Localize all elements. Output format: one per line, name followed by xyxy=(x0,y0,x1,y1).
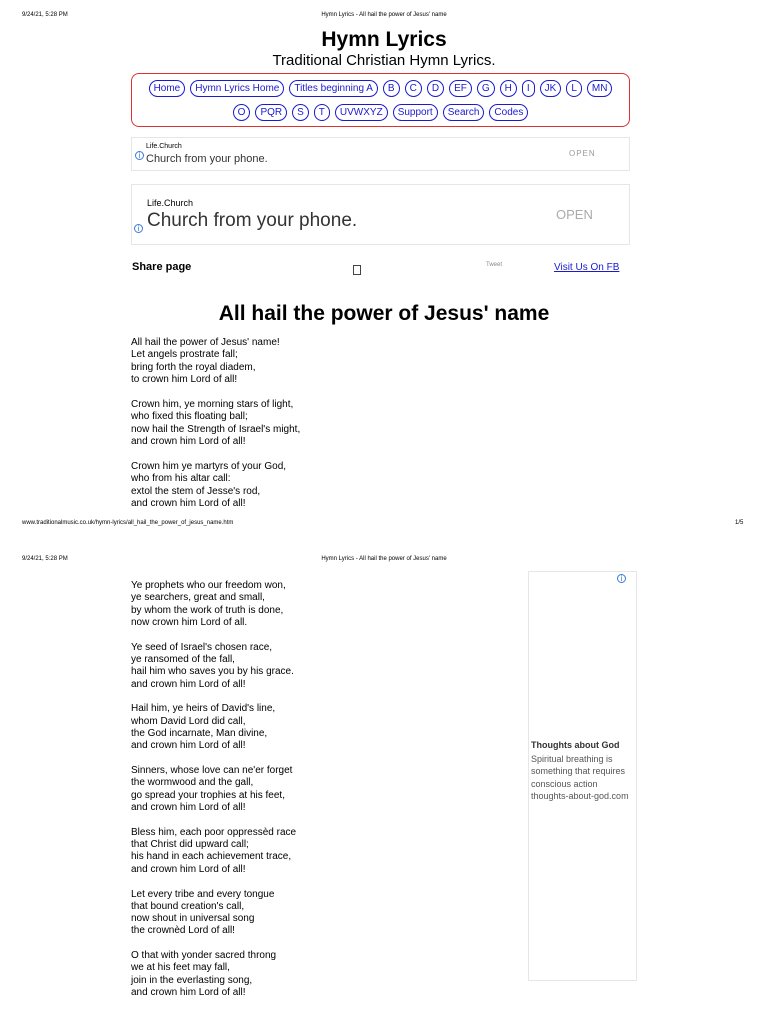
lyric-line: and crown him Lord of all! xyxy=(131,801,246,813)
lyric-line: Ye prophets who our freedom won, xyxy=(131,580,286,591)
lyric-line: Crown him ye martyrs of your God, xyxy=(131,461,287,472)
nav-link[interactable]: Support xyxy=(393,104,438,121)
nav-link[interactable]: H xyxy=(500,80,517,97)
lyric-line: we at his feet may fall, xyxy=(131,962,230,974)
nav-row-2 xyxy=(132,104,629,121)
nav-link[interactable]: PQR xyxy=(255,104,287,121)
tweet-button[interactable]: Tweet xyxy=(486,262,503,268)
ad-open-button[interactable]: OPEN xyxy=(569,149,596,158)
lyric-line: All hail the power of Jesus' name! xyxy=(131,337,280,348)
ad-banner-small[interactable] xyxy=(131,137,630,171)
print-doc-title: Hymn Lyrics - All hail the power of Jesus' name xyxy=(321,12,447,18)
lyric-line: Let every tribe and every tongue xyxy=(131,888,275,900)
lyric-line: Sinners, whose love can ne'er forget xyxy=(131,765,293,777)
nav-link[interactable]: O xyxy=(233,104,251,121)
print-timestamp: 9/24/21, 5:28 PM xyxy=(22,12,68,18)
lyric-line: extol the stem of Jesse's rod, xyxy=(131,485,261,497)
nav-link[interactable]: G xyxy=(477,80,495,97)
nav-bar xyxy=(131,73,630,127)
stanza xyxy=(131,950,276,999)
lyric-line: and crown him Lord of all! xyxy=(131,678,246,690)
nav-link[interactable]: Hymn Lyrics Home xyxy=(190,80,284,97)
stanza xyxy=(131,337,280,386)
lyric-line: join in the everlasting song, xyxy=(131,974,253,986)
lyric-line: who from his altar call: xyxy=(131,473,231,485)
nav-row-1 xyxy=(132,80,629,97)
visit-fb-link[interactable]: Visit Us On FB xyxy=(554,262,620,273)
ad-open-button[interactable]: OPEN xyxy=(556,207,593,222)
lyric-line: that bound creation's call, xyxy=(131,900,245,912)
side-ad-heading[interactable]: Thoughts about God xyxy=(531,740,620,750)
lyric-line: his hand in each achievement trace, xyxy=(131,851,292,863)
print-doc-title: Hymn Lyrics - All hail the power of Jesus' name xyxy=(321,556,447,562)
lyric-line: Hail him, ye heirs of David's line, xyxy=(131,703,276,715)
stanza xyxy=(131,580,286,629)
lyric-line: the crownèd Lord of all! xyxy=(131,925,235,937)
nav-link[interactable]: JK xyxy=(540,80,562,97)
side-ad-body[interactable]: Spiritual breathing is something that requires conscious action thoughts-about-god.com xyxy=(531,754,629,801)
ad-info-icon[interactable]: i xyxy=(617,574,626,583)
nav-link[interactable]: D xyxy=(427,80,444,97)
lyric-line: and crown him Lord of all! xyxy=(131,740,246,752)
nav-link[interactable]: S xyxy=(292,104,309,121)
site-title: Hymn Lyrics xyxy=(321,28,447,51)
lyric-line: Crown him, ye morning stars of light, xyxy=(131,399,294,410)
lyric-line: to crown him Lord of all! xyxy=(131,373,238,385)
lyric-line: now shout in universal song xyxy=(131,913,255,925)
lyric-line: go spread your trophies at his feet, xyxy=(131,789,285,801)
lyric-line: that Christ did upward call; xyxy=(131,839,249,851)
lyric-line: by whom the work of truth is done, xyxy=(131,604,284,616)
lyric-line: the wormwood and the gall, xyxy=(131,777,254,789)
nav-link[interactable]: EF xyxy=(449,80,472,97)
lyric-line: and crown him Lord of all! xyxy=(131,987,246,999)
lyric-line: and crown him Lord of all! xyxy=(131,435,246,447)
print-icon[interactable] xyxy=(353,265,361,275)
lyric-line: and crown him Lord of all! xyxy=(131,497,246,509)
nav-link[interactable]: B xyxy=(383,80,400,97)
stanza xyxy=(131,461,286,510)
lyric-line: O that with yonder sacred throng xyxy=(131,950,277,962)
stanza xyxy=(131,703,275,752)
ad-brand: Life.Church xyxy=(146,143,182,150)
nav-link[interactable]: Home xyxy=(149,80,186,97)
ad-info-icon[interactable]: i xyxy=(135,151,144,160)
stanza xyxy=(131,642,294,691)
ad-text[interactable]: Church from your phone. xyxy=(147,210,358,231)
side-ad[interactable] xyxy=(528,571,637,981)
nav-link[interactable]: Titles beginning A xyxy=(289,80,378,97)
nav-link[interactable]: UVWXYZ xyxy=(335,104,388,121)
print-header xyxy=(0,12,768,22)
lyric-line: now crown him Lord of all. xyxy=(131,616,248,628)
ad-info-icon[interactable]: i xyxy=(134,224,143,233)
stanza xyxy=(131,765,292,814)
lyric-line: Bless him, each poor oppressèd race xyxy=(131,826,297,838)
lyric-line: ye searchers, great and small, xyxy=(131,592,265,604)
stanza xyxy=(131,827,296,876)
nav-link[interactable]: C xyxy=(405,80,422,97)
nav-link[interactable]: L xyxy=(566,80,582,97)
nav-link[interactable]: Search xyxy=(443,104,485,121)
stanza xyxy=(131,399,300,448)
song-title: All hail the power of Jesus' name xyxy=(218,302,550,325)
lyric-line: ye ransomed of the fall, xyxy=(131,653,235,665)
lyric-line: Let angels prostrate fall; xyxy=(131,349,238,361)
nav-link[interactable]: I xyxy=(522,80,535,97)
lyric-line: who fixed this floating ball; xyxy=(131,411,248,423)
lyric-line: hail him who saves you by his grace. xyxy=(131,666,294,678)
ad-brand: Life.Church xyxy=(147,198,194,208)
lyric-line: bring forth the royal diadem, xyxy=(131,361,256,373)
nav-link[interactable]: MN xyxy=(587,80,613,97)
lyric-line: Ye seed of Israel's chosen race, xyxy=(131,641,273,653)
print-timestamp: 9/24/21, 5:28 PM xyxy=(22,556,68,562)
print-header-page2 xyxy=(0,556,768,566)
lyric-line: the God incarnate, Man divine, xyxy=(131,727,268,739)
nav-link[interactable]: Codes xyxy=(489,104,528,121)
lyric-line: whom David Lord did call, xyxy=(131,715,246,727)
site-subtitle: Traditional Christian Hymn Lyrics. xyxy=(272,52,496,69)
ad-text[interactable]: Church from your phone. xyxy=(146,153,268,165)
ad-banner-large[interactable] xyxy=(131,184,630,245)
lyric-line: now hail the Strength of Israel's might, xyxy=(131,423,301,435)
share-page-label: Share page xyxy=(132,261,192,273)
nav-link[interactable]: T xyxy=(314,104,330,121)
lyric-line: and crown him Lord of all! xyxy=(131,863,246,875)
print-footer-page: 1/5 xyxy=(735,520,744,526)
print-footer-url: www.traditionalmusic.co.uk/hymn-lyrics/all_hail_the_power_of_jesus_name.htm xyxy=(22,520,234,526)
stanza xyxy=(131,889,274,938)
